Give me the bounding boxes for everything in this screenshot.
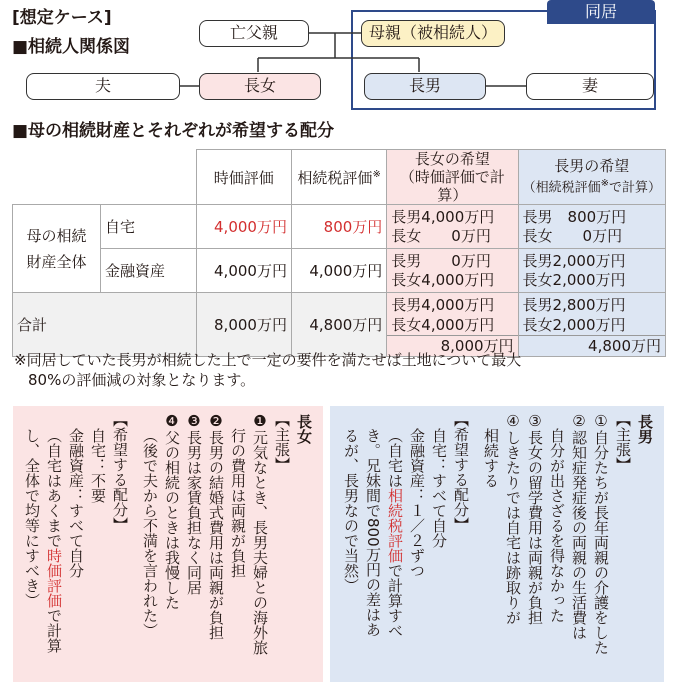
row-home-tax: 800万円 <box>291 205 386 249</box>
total-daughter-sum: 8,000万円 <box>387 335 517 356</box>
son-wish-3-red: 相続税評価 <box>386 488 404 563</box>
daughter-claim-4b: （後で夫から不満を言われた） <box>141 428 159 638</box>
son-wish-5: るが、長男なので当然） <box>342 428 360 593</box>
group-label <box>13 205 101 293</box>
footnote-line-1: ※同居していた長男が相続した上で一定の要件を満たせば土地について最大 <box>14 351 522 369</box>
row-home-item: 自宅 <box>101 205 197 249</box>
col-son-sub-a: （相続税評価 <box>522 180 601 196</box>
col-daughter-header <box>387 150 518 205</box>
total-daughter <box>387 293 518 357</box>
mother-box: 母親（被相続人） <box>361 20 505 47</box>
col-son-title: 長男の希望 <box>554 156 630 175</box>
son-claim-2a: ②認知症発症後の両親の生活費は <box>570 412 588 640</box>
total-daughter-1: 長男4,000万円 <box>391 296 495 314</box>
daughter-wish-3-pre: （自宅はあくまで <box>45 428 63 548</box>
col-daughter-title: 長女の希望 <box>414 150 490 168</box>
daughter-wish-3-red: 時価評価 <box>45 548 63 608</box>
daughter-box: 長女 <box>199 73 321 100</box>
cohabit-label: 同居 <box>547 0 655 24</box>
son-wish-1: 自宅：すべて自分 <box>430 428 448 548</box>
daughter-panel-title: 長女 <box>295 414 313 444</box>
footnote <box>14 350 664 390</box>
daughter-wish-1: 自宅：不要 <box>89 428 107 503</box>
son-wish-3 <box>384 428 406 638</box>
daughter-claim-1a: ❶元気なとき、長男夫婦との海外旅 <box>251 412 269 655</box>
case-label: [想定ケース] <box>12 8 112 28</box>
row-home-market: 4,000万円 <box>196 205 291 249</box>
total-market: 8,000万円 <box>196 293 291 357</box>
daughter-claim-head: 【主張】 <box>273 412 291 472</box>
assets-table <box>12 149 666 357</box>
husband-box: 夫 <box>26 73 180 100</box>
row-fin-son <box>518 249 665 293</box>
son-claim-4a: ④しきたりでは自宅は跡取りが <box>504 412 522 625</box>
table-corner <box>13 150 197 205</box>
row-home-son-1: 長男 800万円 <box>522 207 627 226</box>
daughter-wish-3-post: で計算 <box>45 608 63 653</box>
total-label: 合計 <box>13 293 197 357</box>
table-header-row <box>13 150 666 205</box>
son-wish-head: 【希望する配分】 <box>452 412 470 532</box>
total-son-sum: 4,800万円 <box>519 335 665 356</box>
son-wish-3-post: で計算すべ <box>386 563 404 638</box>
row-fin-daughter-1: 長男 0万円 <box>391 251 491 270</box>
col-son-sub <box>523 175 661 197</box>
row-home-son-2: 長女 0万円 <box>522 226 623 245</box>
col-market-header: 時価評価 <box>196 150 291 205</box>
total-son-2: 長女2,000万円 <box>522 316 626 334</box>
row-fin-tax: 4,000万円 <box>291 249 386 293</box>
row-home-son <box>518 205 665 249</box>
col-son-mark: ※ <box>600 177 609 189</box>
table-row <box>13 205 666 249</box>
son-box: 長男 <box>364 73 486 100</box>
row-fin-daughter-2: 長女4,000万円 <box>391 270 495 289</box>
row-home-daughter-1: 長男4,000万円 <box>391 207 495 226</box>
row-fin-daughter <box>387 249 518 293</box>
table-total-row <box>13 293 666 357</box>
col-son-sub-b: で計算） <box>608 180 661 196</box>
relation-title: ■相続人関係図 <box>12 37 131 57</box>
row-fin-item: 金融資産 <box>101 249 197 293</box>
son-claim-head: 【主張】 <box>614 412 632 472</box>
daughter-claim-4a: ❹父の相続のときは我慢した <box>163 412 181 610</box>
son-panel <box>330 406 664 682</box>
wife-box: 妻 <box>526 73 654 100</box>
son-claim-3: ③長女の留学費用は両親が負担 <box>526 412 544 625</box>
col-daughter-sub: （時価評価で計算） <box>399 168 505 204</box>
daughter-wish-4: し、全体で均等にすべき） <box>23 428 41 608</box>
daughter-claim-2: ❷長男の結婚式費用は両親が負担 <box>207 412 225 640</box>
group-label-1: 母の相続 <box>26 226 87 245</box>
col-tax-text: 相続税評価 <box>297 168 373 187</box>
daughter-panel <box>13 406 323 682</box>
son-wish-4: き。兄妹間で800万円の差はあ <box>364 428 382 637</box>
group-label-2: 財産全体 <box>26 252 87 271</box>
footnote-line-2: 80%の評価減の対象となります。 <box>28 371 256 389</box>
total-daughter-2: 長女4,000万円 <box>391 316 495 334</box>
col-tax-header <box>291 150 386 205</box>
son-claim-4b: 相続する <box>482 428 500 488</box>
father-box: 亡父親 <box>199 20 309 47</box>
row-home-daughter-2: 長女 0万円 <box>391 226 491 245</box>
son-wish-3-pre: （自宅は <box>386 428 404 488</box>
son-claim-2b: 自分が出さざるを得なかった <box>548 428 566 623</box>
row-fin-son-1: 長男2,000万円 <box>522 251 626 270</box>
son-claim-1a: ①自分たちが長年両親の介護をした <box>592 412 610 655</box>
table-row <box>13 249 666 293</box>
daughter-claim-1b: 行の費用は両親が負担 <box>229 428 247 578</box>
son-panel-title: 長男 <box>636 414 654 444</box>
col-son-header <box>518 150 665 205</box>
daughter-claim-3: ❸長男は家賃負担なく同居 <box>185 412 203 595</box>
row-home-daughter <box>387 205 518 249</box>
daughter-wish-3 <box>43 428 65 653</box>
total-son-1: 長男2,800万円 <box>522 296 626 314</box>
assets-title: ■母の相続財産とそれぞれが希望する配分 <box>12 121 335 141</box>
daughter-wish-2: 金融資産：すべて自分 <box>67 428 85 578</box>
total-son <box>518 293 665 357</box>
total-tax: 4,800万円 <box>291 293 386 357</box>
son-wish-2: 金融資産：１／２ずつ <box>408 428 426 578</box>
daughter-wish-head: 【希望する配分】 <box>111 412 129 532</box>
row-fin-market: 4,000万円 <box>196 249 291 293</box>
row-fin-son-2: 長女2,000万円 <box>522 270 626 289</box>
col-tax-mark: ※ <box>372 168 381 180</box>
